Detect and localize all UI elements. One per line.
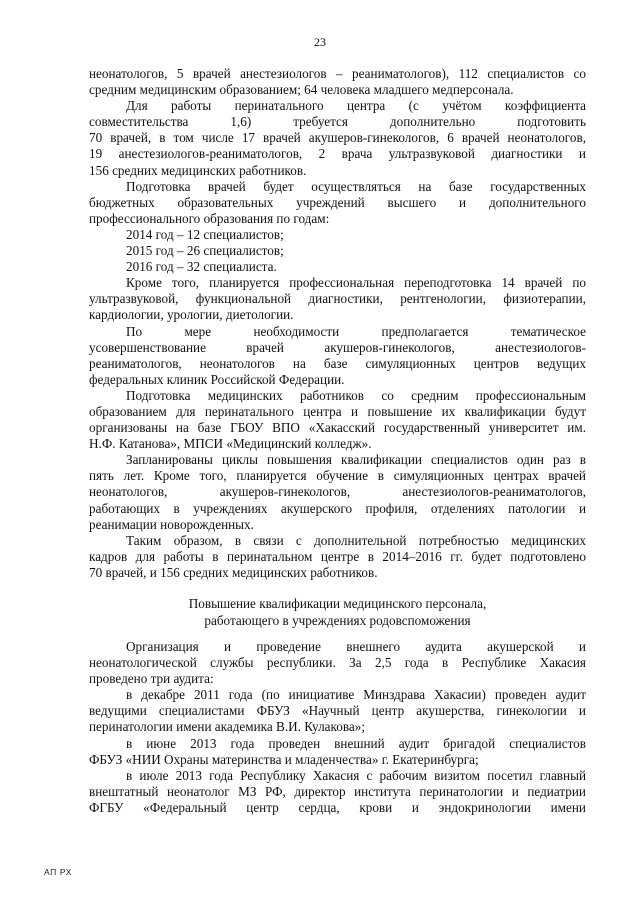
paragraph-line: федеральных клиник Российской Федерации. — [89, 371, 345, 387]
paragraph-line: перинатологии имени академика В.И. Кулакова»; — [89, 719, 365, 735]
paragraph-line: Подготовка врачей будет осуществляться на базе государственных — [126, 178, 586, 194]
paragraph-line: Для работы перинатального центра (с учётом коэффициента — [126, 98, 586, 114]
paragraph-line: профессионального образования по годам: — [89, 210, 330, 226]
section-top — [89, 66, 586, 227]
paragraph-line: Кроме того, планируется профессиональная переподготовка 14 врачей по — [126, 275, 586, 291]
paragraph-line: 70 врачей, и 156 средних медицинских работников. — [89, 564, 378, 580]
heading-line: работающего в учреждениях родовспоможения — [204, 613, 471, 628]
paragraph-line: организованы на базе ГБОУ ВПО «Хакасский государственный университет им. — [89, 420, 586, 436]
paragraph-line: совместительства 1,6) требуется дополнительно подготовить — [89, 114, 586, 130]
footer-code: АП РХ — [44, 867, 73, 877]
paragraph-line: работающих в учреждениях акушерского профиля, отделениях патологии и — [89, 500, 586, 516]
paragraph-line: в июне 2013 года проведен внешний аудит бригадой специалистов — [126, 735, 586, 751]
paragraph-line: 70 врачей, в том числе 17 врачей акушеров-гинекологов, 6 врачей неонатологов, — [89, 130, 586, 146]
document-body — [89, 66, 586, 816]
paragraph-line: неонатологической службы республики. За 2,5 года в Республике Хакасия — [89, 655, 586, 671]
paragraph-line: в декабре 2011 года (по инициативе Минздрава Хакасии) проведен аудит — [126, 687, 586, 703]
paragraph-line: ФГБУ «Федеральный центр сердца, крови и эндокринологии имени — [89, 799, 586, 815]
paragraph-line: внештатный неонатолог МЗ РФ, директор института перинатологии и педиатрии — [89, 783, 586, 799]
year-item: 2014 год – 12 специалистов; — [126, 226, 284, 242]
paragraph-line: ультразвуковой, функциональной диагностики, рентгенологии, физиотерапии, — [89, 291, 586, 307]
paragraph-line: кадров для работы в перинатальном центре в 2014–2016 гг. будет подготовлено — [89, 548, 586, 564]
section-heading — [89, 595, 586, 629]
page-number: 23 — [314, 35, 326, 49]
section-mid — [89, 275, 586, 581]
paragraph-line: неонатологов, 5 врачей анестезиологов – реаниматологов), 112 специалистов со — [89, 66, 586, 81]
paragraph-line: ведущими специалистами ФБУЗ «Научный центр акушерства, гинекологии и — [89, 703, 586, 719]
paragraph-line: Таким образом, в связи с дополнительной потребностью медицинских — [126, 532, 586, 548]
paragraph-line: Н.Ф. Катанова», МПСИ «Медицинский колледж». — [89, 436, 372, 452]
paragraph-line: кардиологии, урологии, диетологии. — [89, 307, 294, 323]
paragraph-line: реаниматологов, неонатологов на базе симуляционных центров ведущих — [89, 355, 586, 371]
paragraph-line: 156 средних медицинских работников. — [89, 162, 307, 178]
year-item: 2016 год – 32 специалиста. — [126, 259, 277, 275]
paragraph-line: проведено три аудита: — [89, 671, 214, 687]
paragraph-line: реанимации новорожденных. — [89, 516, 254, 532]
heading-line: Повышение квалификации медицинского персонала, — [188, 596, 487, 611]
paragraph-line: Запланированы циклы повышения квалификации специалистов один раз в — [126, 452, 586, 468]
paragraph-line: бюджетных образовательных учреждений высшего и дополнительного — [89, 194, 586, 210]
section-bottom — [89, 639, 586, 816]
paragraph-line: в июле 2013 года Республику Хакасия с рабочим визитом посетил главный — [126, 767, 586, 783]
paragraph-line: средним медицинским образованием; 64 человека младшего медперсонала. — [89, 82, 514, 98]
paragraph-line: Подготовка медицинских работников со средним профессиональным — [126, 387, 586, 403]
paragraph-line: Организация и проведение внешнего аудита акушерской и — [126, 639, 586, 654]
paragraph-line: 19 анестезиологов-реаниматологов, 2 врача ультразвуковой диагностики и — [89, 146, 586, 162]
year-item: 2015 год – 26 специалистов; — [126, 243, 284, 259]
paragraph-line: образованием для перинатального центра и повышение их квалификации будут — [89, 403, 586, 419]
paragraph-line: пять лет. Кроме того, планируется обучение в симуляционных центрах врачей — [89, 468, 586, 484]
years-list — [89, 227, 586, 275]
paragraph-line: усовершенствование врачей акушеров-гинекологов, анестезиологов- — [89, 339, 586, 355]
paragraph-line: ФБУЗ «НИИ Охраны материнства и младенчества» г. Екатеринбурга; — [89, 751, 479, 767]
paragraph-line: неонатологов, акушеров-гинекологов, анестезиологов-реаниматологов, — [89, 484, 586, 500]
paragraph-line: По мере необходимости предполагается тематическое — [126, 323, 586, 339]
